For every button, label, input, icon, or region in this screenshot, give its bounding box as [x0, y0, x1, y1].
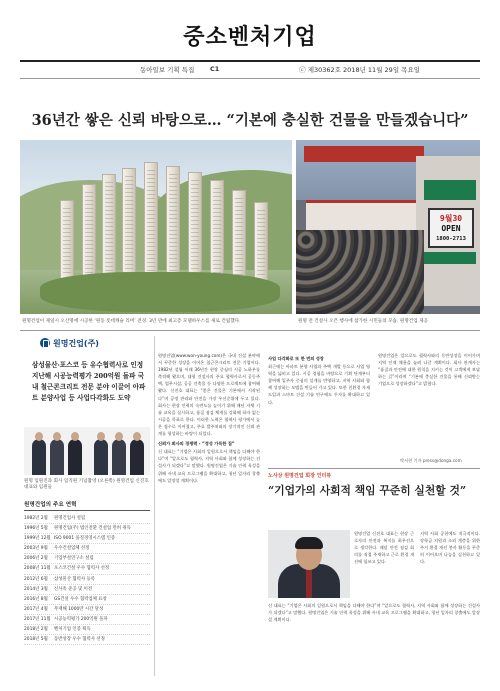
article-column-2	[268, 352, 370, 456]
page-number: C1	[210, 65, 220, 73]
column-text: 최근에는 아파트 분양 사업과 주택 개발 등으로 사업 영역을 넓히고 있다. 시공 경험을 바탕으로 기획 단계부터 참여해 입주자 중심의 설계를 반영하고, 지역 사회와 함께 성장하는 모델을 만들어 가고 있다. 또한 친환경 자재 도입과 스마트 건설 기술 연구에도 투자를 확대하고 있다.	[268, 364, 370, 405]
interview-column-3	[268, 602, 480, 674]
timeline-event: 삼성물산 협력사 등록	[54, 576, 95, 582]
timeline-rows	[24, 514, 150, 645]
interview-column-2	[420, 530, 480, 602]
crowd	[296, 230, 424, 314]
open-sign	[428, 208, 474, 248]
lead-paragraph: 삼성물산·포스코 등 유수협력사로 인정 지난해 시공능력평가 200억원 돌파 국내 철근콘크리트 전문 분야 이끌어 아파트 분양사업 등 사업다각화도 도약	[32, 361, 146, 402]
timeline-row	[24, 585, 150, 595]
issue-info: ⓒ 제30362호 2018년 11월 29일 목요일	[299, 66, 420, 74]
timeline-event: GS건설 우수 협력업체 표창	[54, 596, 107, 602]
timeline-event: 시공능력평가 200억원 돌파	[54, 616, 108, 622]
sign-date: 9월30	[439, 214, 463, 223]
sign-open: OPEN	[441, 224, 461, 233]
timeline-row	[24, 625, 150, 635]
timeline-year: 1996년 5월	[24, 526, 48, 532]
person	[50, 439, 64, 475]
masthead-rule	[20, 60, 480, 62]
timeline-event: 무재해 1000만 시간 달성	[54, 606, 104, 612]
timeline-row	[24, 544, 150, 554]
column-text: 원명건업은 앞으로도 협력사와의 동반성장을 이어가며 지역 인재 채용을 늘려 나갈 계획이다. 회사 관계자는 “품질과 안전에 대한 원칙을 지키는 것이 고객에게 보답하는 길”이라며 “기본에 충실한 건물을 통해 신뢰받는 기업으로 성장하겠다”고 밝혔다.	[378, 353, 480, 387]
timeline-event: 우수건설업체 선정	[54, 546, 90, 552]
column-text: 신 대표는 “기업은 사회의 일원으로서 책임을 다해야 한다”며 “앞으로도 협력사, 지역 사회와 함께 성장하는 건설사가 되겠다”고 말했다. 원명건업은 기술 인력 육성을 위해 사내 교육 프로그램을 확대하고, 청년 일자리 창출에도 앞장설 계획이다.	[158, 449, 260, 483]
building-icon	[40, 338, 50, 348]
timeline-row	[24, 514, 150, 524]
person	[32, 439, 46, 475]
landscaping	[40, 272, 280, 312]
sign-phone: 1800-2713	[436, 236, 466, 242]
article-column-3	[378, 352, 480, 456]
timeline-title: 원명건업의 주요 연혁	[24, 500, 150, 511]
timeline-event: ISO 9001 품질경영시스템 인증	[54, 536, 116, 542]
tower	[166, 166, 180, 280]
section-title: 중소벤처기업	[183, 25, 317, 50]
timeline-row	[24, 595, 150, 605]
tie	[306, 570, 312, 598]
company-name: 원명건업(주)	[53, 338, 99, 348]
timeline-year: 2014년 3월	[24, 586, 48, 592]
executives-photo	[24, 427, 150, 475]
tower	[232, 190, 246, 282]
timeline-event: 포스코건설 우수 협력사 선정	[54, 566, 110, 572]
timeline-row	[24, 615, 150, 625]
masthead	[0, 0, 500, 62]
headline: 36년간 쌓은 신뢰 바탕으로… “기본에 충실한 건물을 만들겠습니다”	[31, 112, 469, 129]
timeline-row	[24, 635, 150, 645]
column-text: 지역 사회 공헌에도 적극적이다. 장학금 지원과 소외 계층을 위한 주거 환경 개선 봉사 활동을 꾸준히 이어오며 나눔을 실천하고 있다.	[420, 531, 480, 565]
timeline-year: 2016년 8월	[24, 596, 48, 602]
executives-caption: 원명 임원진과 회사 임직원 기념촬영 (오른쪽) 원명건업 신진호 대표와 임원들	[24, 479, 149, 490]
timeline-year: 2018년 2월	[24, 627, 48, 633]
timeline-row	[24, 575, 150, 585]
timeline-year: 2012년 6월	[24, 576, 48, 582]
timeline-event: 동반성장 우수 협력사 선정	[54, 637, 105, 643]
dateline-rule	[20, 78, 480, 79]
green-sign	[424, 180, 476, 200]
timeline-year: 1999년 12월	[24, 536, 51, 542]
dateline	[20, 64, 480, 76]
timeline-year: 1982년 2월	[24, 516, 48, 521]
photo-caption-left: 원명건업이 제일시 오산명에 시공한 ‘원동 롯데캐슬 리버’ 전경. 3년 만에 최고층 모델하우스를 새로 건립했다.	[22, 319, 241, 324]
timeline-row	[24, 605, 150, 615]
timeline-row	[24, 554, 150, 564]
apartment-complex-photo	[20, 140, 292, 314]
hair	[295, 537, 323, 549]
timeline-event: 원명건업사 설립	[54, 516, 86, 521]
timeline-year: 2003년 9월	[24, 546, 48, 552]
timeline-year: 2017년 11월	[24, 616, 51, 622]
column-subhead: 사업 다각화로 또 한 번의 성장	[268, 356, 324, 361]
ceo-portrait	[268, 530, 350, 598]
company-logo	[40, 336, 99, 350]
tower	[144, 162, 158, 280]
article-divider	[268, 468, 480, 469]
interview-kicker: 노사상 원명건업 회장 인터뷰	[268, 473, 332, 479]
column-text: 신 대표는 “기업은 사회의 일원으로서 책임을 다해야 한다”며 “앞으로도 협력사, 지역 사회와 함께 성장하는 건설사가 되겠다”고 말했다. 원명건업은 기술 인력 육성을 위해 사내 교육 프로그램을 확대하고, 청년 일자리 창출에도 앞장설 계획이다.	[268, 603, 480, 623]
tower	[60, 200, 74, 280]
tower	[102, 174, 116, 280]
person	[68, 439, 82, 475]
green-sign	[424, 252, 476, 264]
article-column-1	[158, 352, 260, 672]
column-text: 원명건업(www.won-young.com)은 국내 건설 분야에서 꾸준한 성장을 이어온 철근콘크리트 전문 기업이다. 1982년 설립 이래 36년간 현장 중심의 시공 노하우를 축적해 왔으며, 대형 건설사의 주요 협력사로서 공동주택, 업무시설, 공공 건축물 등 다양한 프로젝트에 참여해 왔다. 신진호 대표는 “좋은 건물은 기본에서 시작된다”며 공정 관리와 안전을 가장 우선순위에 두고 있다. 회사는 현장 인력의 숙련도를 높이기 위해 매년 자체 기술 교육을 실시하고, 품질 점검 체계를 강화해 하자 없는 시공을 목표로 한다. 이러한 노력은 협력사 평가에서 높은 점수로 이어졌고, 주요 발주처와의 장기적인 신뢰 관계를 형성하는 바탕이 되었다.	[158, 353, 260, 437]
byline: 박서현 기자 press@donga.com	[400, 458, 462, 463]
opening-event-photo	[296, 140, 480, 314]
tower	[82, 184, 96, 280]
headline-box	[20, 106, 480, 136]
timeline-year: 2017년 4월	[24, 606, 48, 612]
timeline-row	[24, 534, 150, 544]
tower	[254, 202, 268, 282]
tower	[122, 168, 136, 280]
timeline-year: 2008년 11월	[24, 566, 51, 572]
timeline-row	[24, 564, 150, 574]
timeline-year: 2018년 5월	[24, 637, 48, 643]
interview-title: “기업가의 사회적 책임 꾸준히 실천할 것”	[268, 484, 467, 497]
interview-header	[268, 472, 480, 498]
tower	[210, 180, 224, 280]
person	[94, 439, 108, 475]
tent	[306, 200, 416, 230]
photo-caption-right: 원명 전 건설사 오픈 행사에 참가한 시민들의 모습. 원명건업 제공	[298, 319, 428, 324]
column-divider	[154, 336, 155, 676]
section-divider	[20, 330, 480, 331]
person	[112, 439, 126, 475]
timeline-event: 벤처기업 인증 획득	[54, 627, 91, 633]
timeline-event: 원명건업(주) 법인전환 건설업 면허 취득	[54, 526, 131, 532]
timeline-year: 2006년 2월	[24, 556, 48, 562]
column-subhead: 신뢰가 회사의 경쟁력 - “정성 가득한 집”	[158, 441, 235, 447]
timeline-event: 신사옥 준공 및 이전	[54, 586, 93, 592]
section-label: 동아일보 기획 특집	[140, 66, 195, 74]
timeline-row	[24, 524, 150, 534]
person	[130, 439, 144, 475]
company-timeline	[24, 500, 150, 645]
column-text: 원명건업 신진호 대표는 현장 근로자의 안전과 복지를 최우선으로 생각한다. 매달 안전 점검 회의를 직접 주재하고 근로 환경 개선에 힘쓰고 있다.	[354, 531, 414, 565]
timeline-event: 기업부설연구소 설립	[54, 556, 94, 562]
tower	[188, 172, 202, 280]
banner	[304, 146, 424, 162]
interview-column-1	[354, 530, 414, 602]
